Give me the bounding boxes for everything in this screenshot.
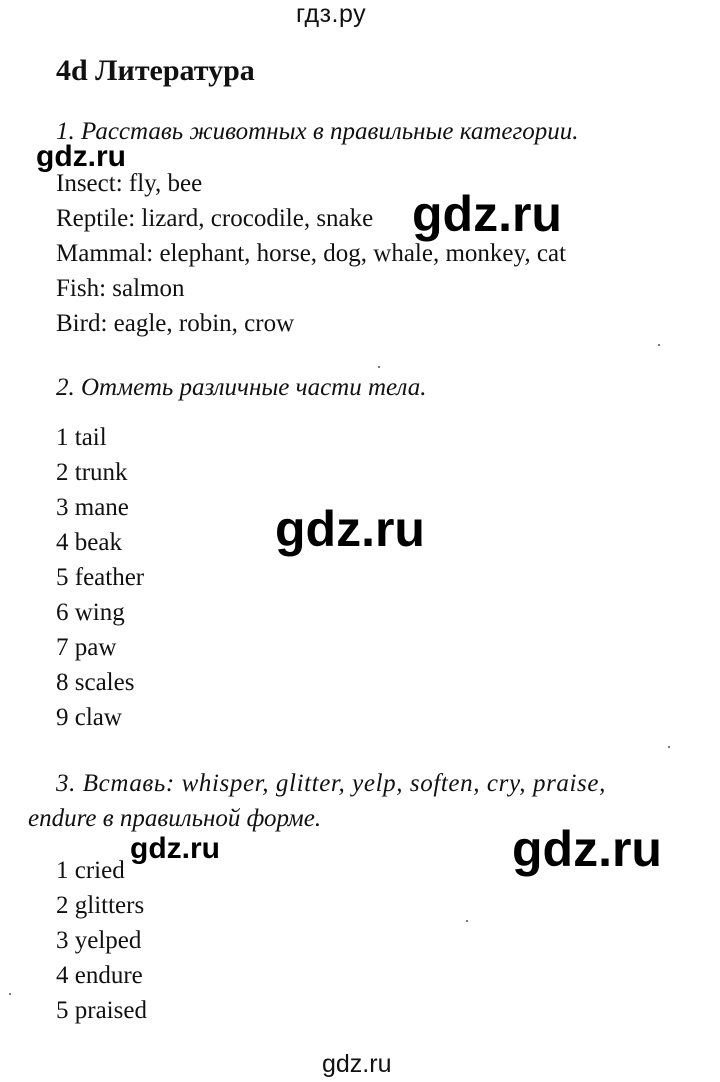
exercise1-instruction: 1. Расставь животных в правильные категории.	[56, 118, 579, 145]
exercise1-line: Bird: eagle, robin, crow	[56, 310, 295, 337]
exercise3-item: 4 endure	[56, 962, 143, 989]
watermark: gdz.ru	[412, 186, 562, 242]
exercise3-instruction-line1: 3. Вставь: whisper, glitter, yelp, soften, cry, praise,	[56, 770, 606, 797]
exercise2-item: 9 claw	[56, 704, 122, 731]
exercise2-item: 7 paw	[56, 634, 117, 661]
header-site-name: гдз.ру	[296, 0, 367, 28]
exercise3-item: 3 yelped	[56, 927, 142, 954]
watermark: gdz.ru	[130, 832, 220, 865]
page-title: 4d Литература	[56, 54, 255, 87]
exercise3-instruction-line2: endure в правильной форме.	[28, 805, 322, 832]
exercise1-line: Fish: salmon	[56, 275, 185, 302]
watermark: gdz.ru	[275, 501, 425, 557]
scan-speck	[466, 920, 468, 922]
exercise2-item: 2 trunk	[56, 459, 128, 486]
watermark: gdz.ru	[512, 821, 662, 877]
exercise2-item: 5 feather	[56, 564, 145, 591]
exercise2-instruction: 2. Отметь различные части тела.	[56, 374, 427, 401]
exercise1-line: Mammal: elephant, horse, dog, whale, monkey, cat	[56, 240, 567, 267]
exercise3-item: 5 praised	[56, 997, 147, 1024]
scan-speck	[658, 344, 660, 346]
exercise2-item: 8 scales	[56, 669, 135, 696]
exercise2-item: 4 beak	[56, 529, 122, 556]
scan-speck	[9, 993, 11, 995]
exercise2-item: 6 wing	[56, 599, 125, 626]
exercise2-item: 1 tail	[56, 424, 107, 451]
footer-site-name: gdz.ru	[322, 1050, 392, 1078]
watermark: gdz.ru	[36, 140, 126, 173]
scan-speck	[668, 746, 670, 748]
exercise3-item: 2 glitters	[56, 892, 145, 919]
exercise1-line: Reptile: lizard, crocodile, snake	[56, 205, 374, 232]
exercise1-line: Insect: fly, bee	[56, 170, 203, 197]
exercise3-item: 1 cried	[56, 857, 125, 884]
exercise2-item: 3 mane	[56, 494, 129, 521]
scan-speck	[378, 366, 380, 368]
